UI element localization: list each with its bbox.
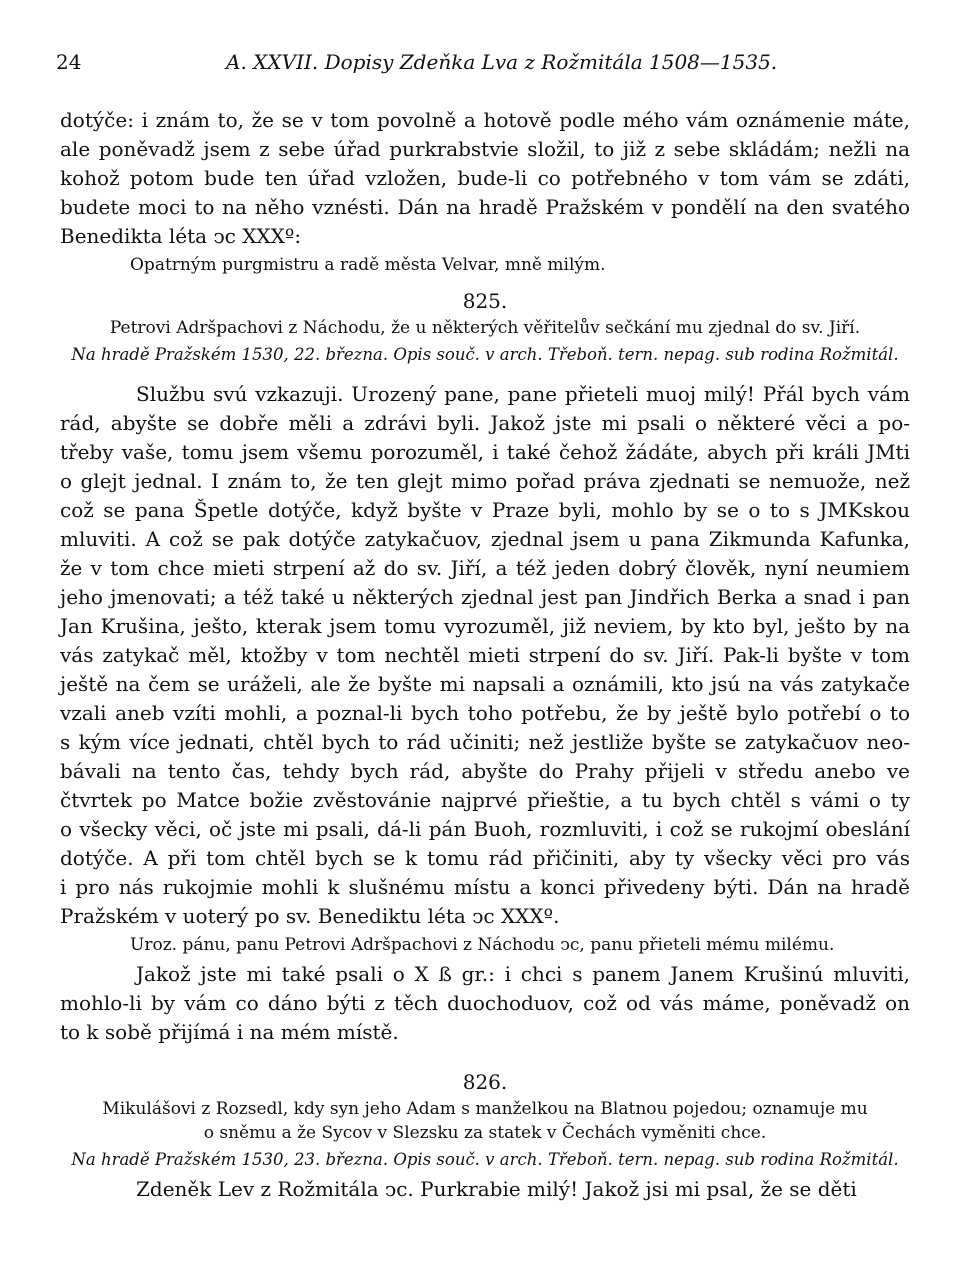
document-826 bbox=[60, 1068, 910, 1204]
postscript-line: mohlo-li by vám co dáno býti z těch duochoduov, což od vás máme, poněvadž on bbox=[60, 991, 910, 1015]
text-line: což se pana Špetle dotýče, když byšte v Praze byli, mohlo by se o to s JMKskou bbox=[60, 498, 910, 522]
text-line: vzali aneb vzíti mohli, a poznal-li bych toho potřebu, že by ještě bylo potřebí o to bbox=[60, 701, 910, 725]
text-line: rád, abyšte se dobře měli a zdrávi byli. Jakož jste mi psali o některé věci a po- bbox=[60, 411, 910, 435]
text-line: ale poněvadž jsem z sebe úřad purkrabstvie složil, to již z sebe skládám; nežli na bbox=[60, 137, 910, 161]
text-line: třeby vaše, tomu jsem všemu porozuměl, i také čehož žádáte, abych při králi JMti bbox=[60, 440, 910, 464]
page-number: 24 bbox=[56, 50, 82, 74]
text-line: i pro nás rukojmie mohli k slušnému místu a konci přivedeny býti. Dán na hradě bbox=[60, 875, 910, 899]
text-line: že v tom chce mieti strpení až do sv. Jiří, a též jeden dobrý člověk, nyní neumiem bbox=[60, 556, 910, 580]
text-line: vás zatykač měl, ktožby v tom nechtěl mieti strpení do sv. Jiří. Pak-li byšte v tom bbox=[60, 643, 910, 667]
postscript-line: to k sobě přijímá i na mém místě. bbox=[60, 1020, 399, 1044]
text-line: ještě na čem se uráželi, ale že byšte mi napsali a oznámili, kto jsú na vás zatykače bbox=[60, 672, 910, 696]
document-source: Na hradě Pražském 1530, 23. března. Opis souč. v arch. Třeboň. tern. nepag. sub rodina Rožmitál. bbox=[71, 1150, 899, 1169]
text-line: Zdeněk Lev z Rožmitála ↄc. Purkrabie milý! Jakož jsi mi psal, že se děti bbox=[136, 1177, 857, 1201]
document-number: 825. bbox=[462, 289, 508, 313]
document-regest: o sněmu a že Sycov v Slezsku za statek v Čechách vyměniti chce. bbox=[203, 1123, 767, 1143]
text-line: dotýče. A při tom chtěl bych se k tomu rád přičiniti, aby ty všecky věci pro vás bbox=[60, 846, 910, 870]
text-line: jeho jmenovati; a též také u některých zjednal jest pan Jindřich Berka a snad i pan bbox=[60, 585, 910, 609]
document-825 bbox=[60, 287, 910, 1047]
text-line: Benedikta léta ↄc XXXº: bbox=[60, 224, 302, 248]
text-line: čtvrtek po Matce božie zvěstovánie najprvé přieštie, a tu bych chtěl s vámi o ty bbox=[60, 788, 910, 812]
text-line: Jan Krušina, ješto, kterak jsem tomu vyrozuměl, již neviem, by kto byl, ješto by na bbox=[60, 614, 910, 638]
text-line: budete moci to na něho vznésti. Dán na hradě Pražském v pondělí na den svatého bbox=[60, 195, 910, 219]
text-line: bávali na tento čas, tehdy bych rád, abyšte do Prahy přijeli v středu anebo ve bbox=[60, 759, 910, 783]
document-number: 826. bbox=[462, 1070, 508, 1094]
text-line: Službu svú vzkazuji. Urozený pane, pane přieteli muoj milý! Přál bych vám bbox=[136, 382, 910, 406]
letter-address: Uroz. pánu, panu Petrovi Adršpachovi z Náchodu ↄc, panu přieteli mému milému. bbox=[130, 935, 835, 955]
running-head: A. XXVII. Dopisy Zdeňka Lva z Rožmitála 1508—1535. bbox=[226, 50, 778, 74]
text-line: mluviti. A což se pak dotýče zatykačuov, zjednal jsem u pana Zikmunda Kafunka, bbox=[60, 527, 910, 551]
text-line: dotýče: i znám to, že se v tom povolně a hotově podle mého vám oznámenie máte, bbox=[60, 108, 910, 132]
letter-continuation bbox=[60, 106, 910, 280]
document-source: Na hradě Pražském 1530, 22. března. Opis souč. v arch. Třeboň. tern. nepag. sub rodina Rožmitál. bbox=[71, 345, 899, 364]
postscript-line: Jakož jste mi také psali o X ß gr.: i chci s panem Janem Krušinú mluviti, bbox=[136, 962, 910, 986]
page-header bbox=[56, 50, 912, 86]
text-line: kohož potom bude ten úřad vzložen, bude-li co potřebného v tom vám se zdáti, bbox=[60, 166, 910, 190]
document-regest: Mikulášovi z Rozsedl, kdy syn jeho Adam s manželkou na Blatnou pojedou; oznamuje mu bbox=[102, 1099, 868, 1119]
text-line: Pražském v uoterý po sv. Benediktu léta ↄc XXXº. bbox=[60, 904, 560, 928]
text-line: s kým více jednati, chtěl bych to rád učiniti; než jestliže byšte se zatykačuov neo- bbox=[60, 730, 910, 754]
text-line: o glejt jednal. I znám to, že ten glejt mimo pořad práva zjednati se nemuože, než bbox=[60, 469, 910, 493]
letter-address: Opatrným purgmistru a radě města Velvar, mně milým. bbox=[130, 255, 606, 275]
document-regest: Petrovi Adršpachovi z Náchodu, že u některých věřitelův sečkání mu zjednal do sv. Jiří. bbox=[109, 318, 861, 338]
text-line: o všecky věci, oč jste mi psali, dá-li pán Buoh, rozmluviti, i což se rukojmí obeslání bbox=[60, 817, 910, 841]
